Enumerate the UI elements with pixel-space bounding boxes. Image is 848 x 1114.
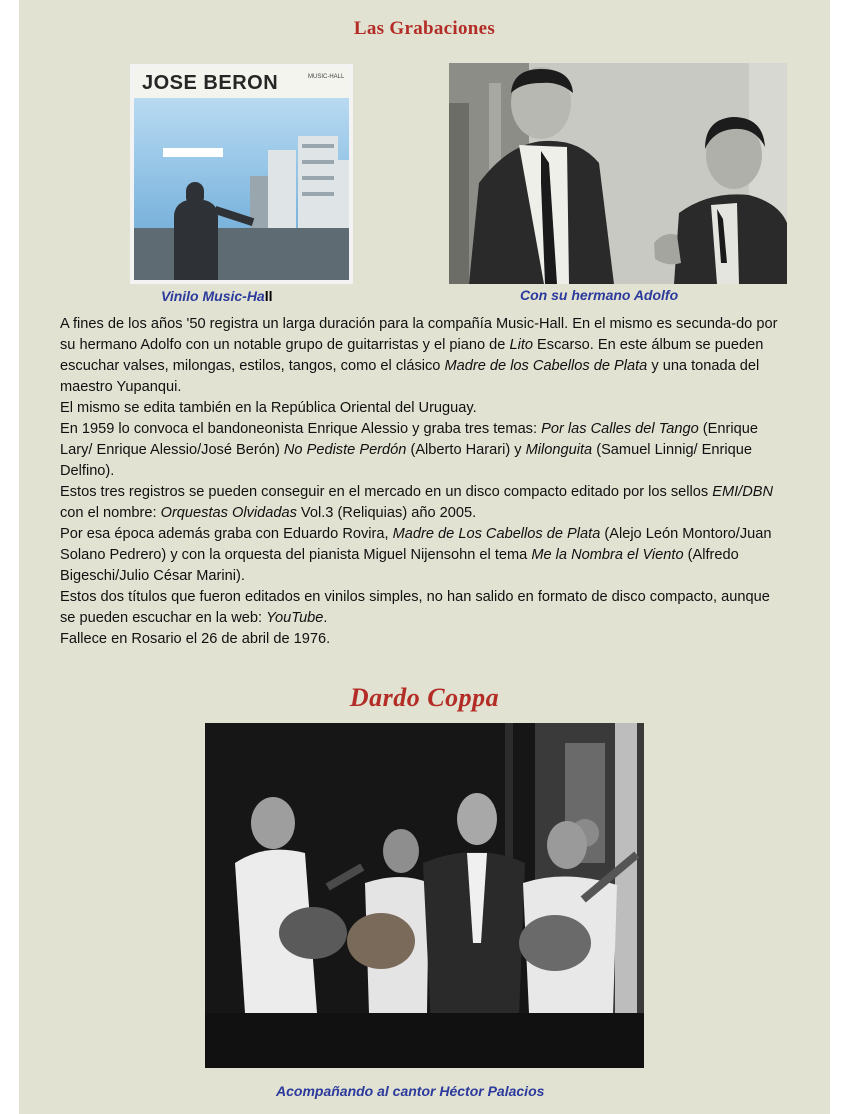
album-artist-name: JOSE BERON — [142, 72, 279, 94]
brothers-photo — [449, 63, 787, 284]
article-paragraph: A fines de los años '50 registra un larga duración para la compañía Music-Hall. En el mismo es secunda-do por su hermano Adolfo con un notable grupo de guitarristas y el piano de Lito Escarso. En este álbum se pueden escuchar valses, milongas, estilos, tangos, como el clásico Madre de los Cabellos de Plata y una tonada del maestro Yupanqui. — [60, 316, 778, 395]
album-label-logo: MUSIC-HALL — [308, 74, 345, 80]
brothers-photo-caption: Con su hermano Adolfo — [520, 287, 679, 303]
orchestra-photo-caption: Acompañando al cantor Héctor Palacios — [276, 1083, 545, 1099]
article-body — [60, 314, 788, 650]
youtube-link: YouTube — [266, 610, 324, 626]
page — [19, 0, 830, 1114]
album-cover-caption: Vinilo Music-Hall — [161, 288, 273, 304]
article-paragraph: En 1959 lo convoca el bandoneonista Enrique Alessio y graba tres temas: Por las Calles del Tango (Enrique Lary/ Enrique Alessio/José Berón) No Pediste Perdón (Alberto Harari) y Milonguita (Samuel Linnig/ Enrique Delfino). — [60, 421, 758, 479]
article-paragraph: Estos tres registros se pueden conseguir en el mercado en un disco compacto editado por los sellos EMI/DBN con el nombre: Orquestas Olvidadas Vol.3 (Reliquias) año 2005. — [60, 484, 774, 521]
article-paragraph: Fallece en Rosario el 26 de abril de 1976. — [60, 631, 331, 647]
article-paragraph: Por esa época además graba con Eduardo Rovira, Madre de Los Cabellos de Plata (Alejo León Montoro/Juan Solano Pedrero) y con la orquesta del pianista Miguel Nijensohn el tema Me la Nombra el Viento (Alfredo Bigeschi/Julio César Marini). — [60, 526, 772, 584]
album-cover-photo — [130, 64, 353, 284]
article-paragraph: El mismo se edita también en la República Oriental del Uruguay. — [60, 400, 477, 416]
section-title-dardo-coppa: Dardo Coppa — [349, 683, 500, 712]
article-paragraph: Estos dos títulos que fueron editados en vinilos simples, no han salido en formato de disco compacto, aunque se pueden escuchar en la web: YouTube. — [60, 589, 770, 626]
orchestra-photo — [205, 723, 644, 1068]
section-title-grabaciones: Las Grabaciones — [353, 18, 496, 39]
